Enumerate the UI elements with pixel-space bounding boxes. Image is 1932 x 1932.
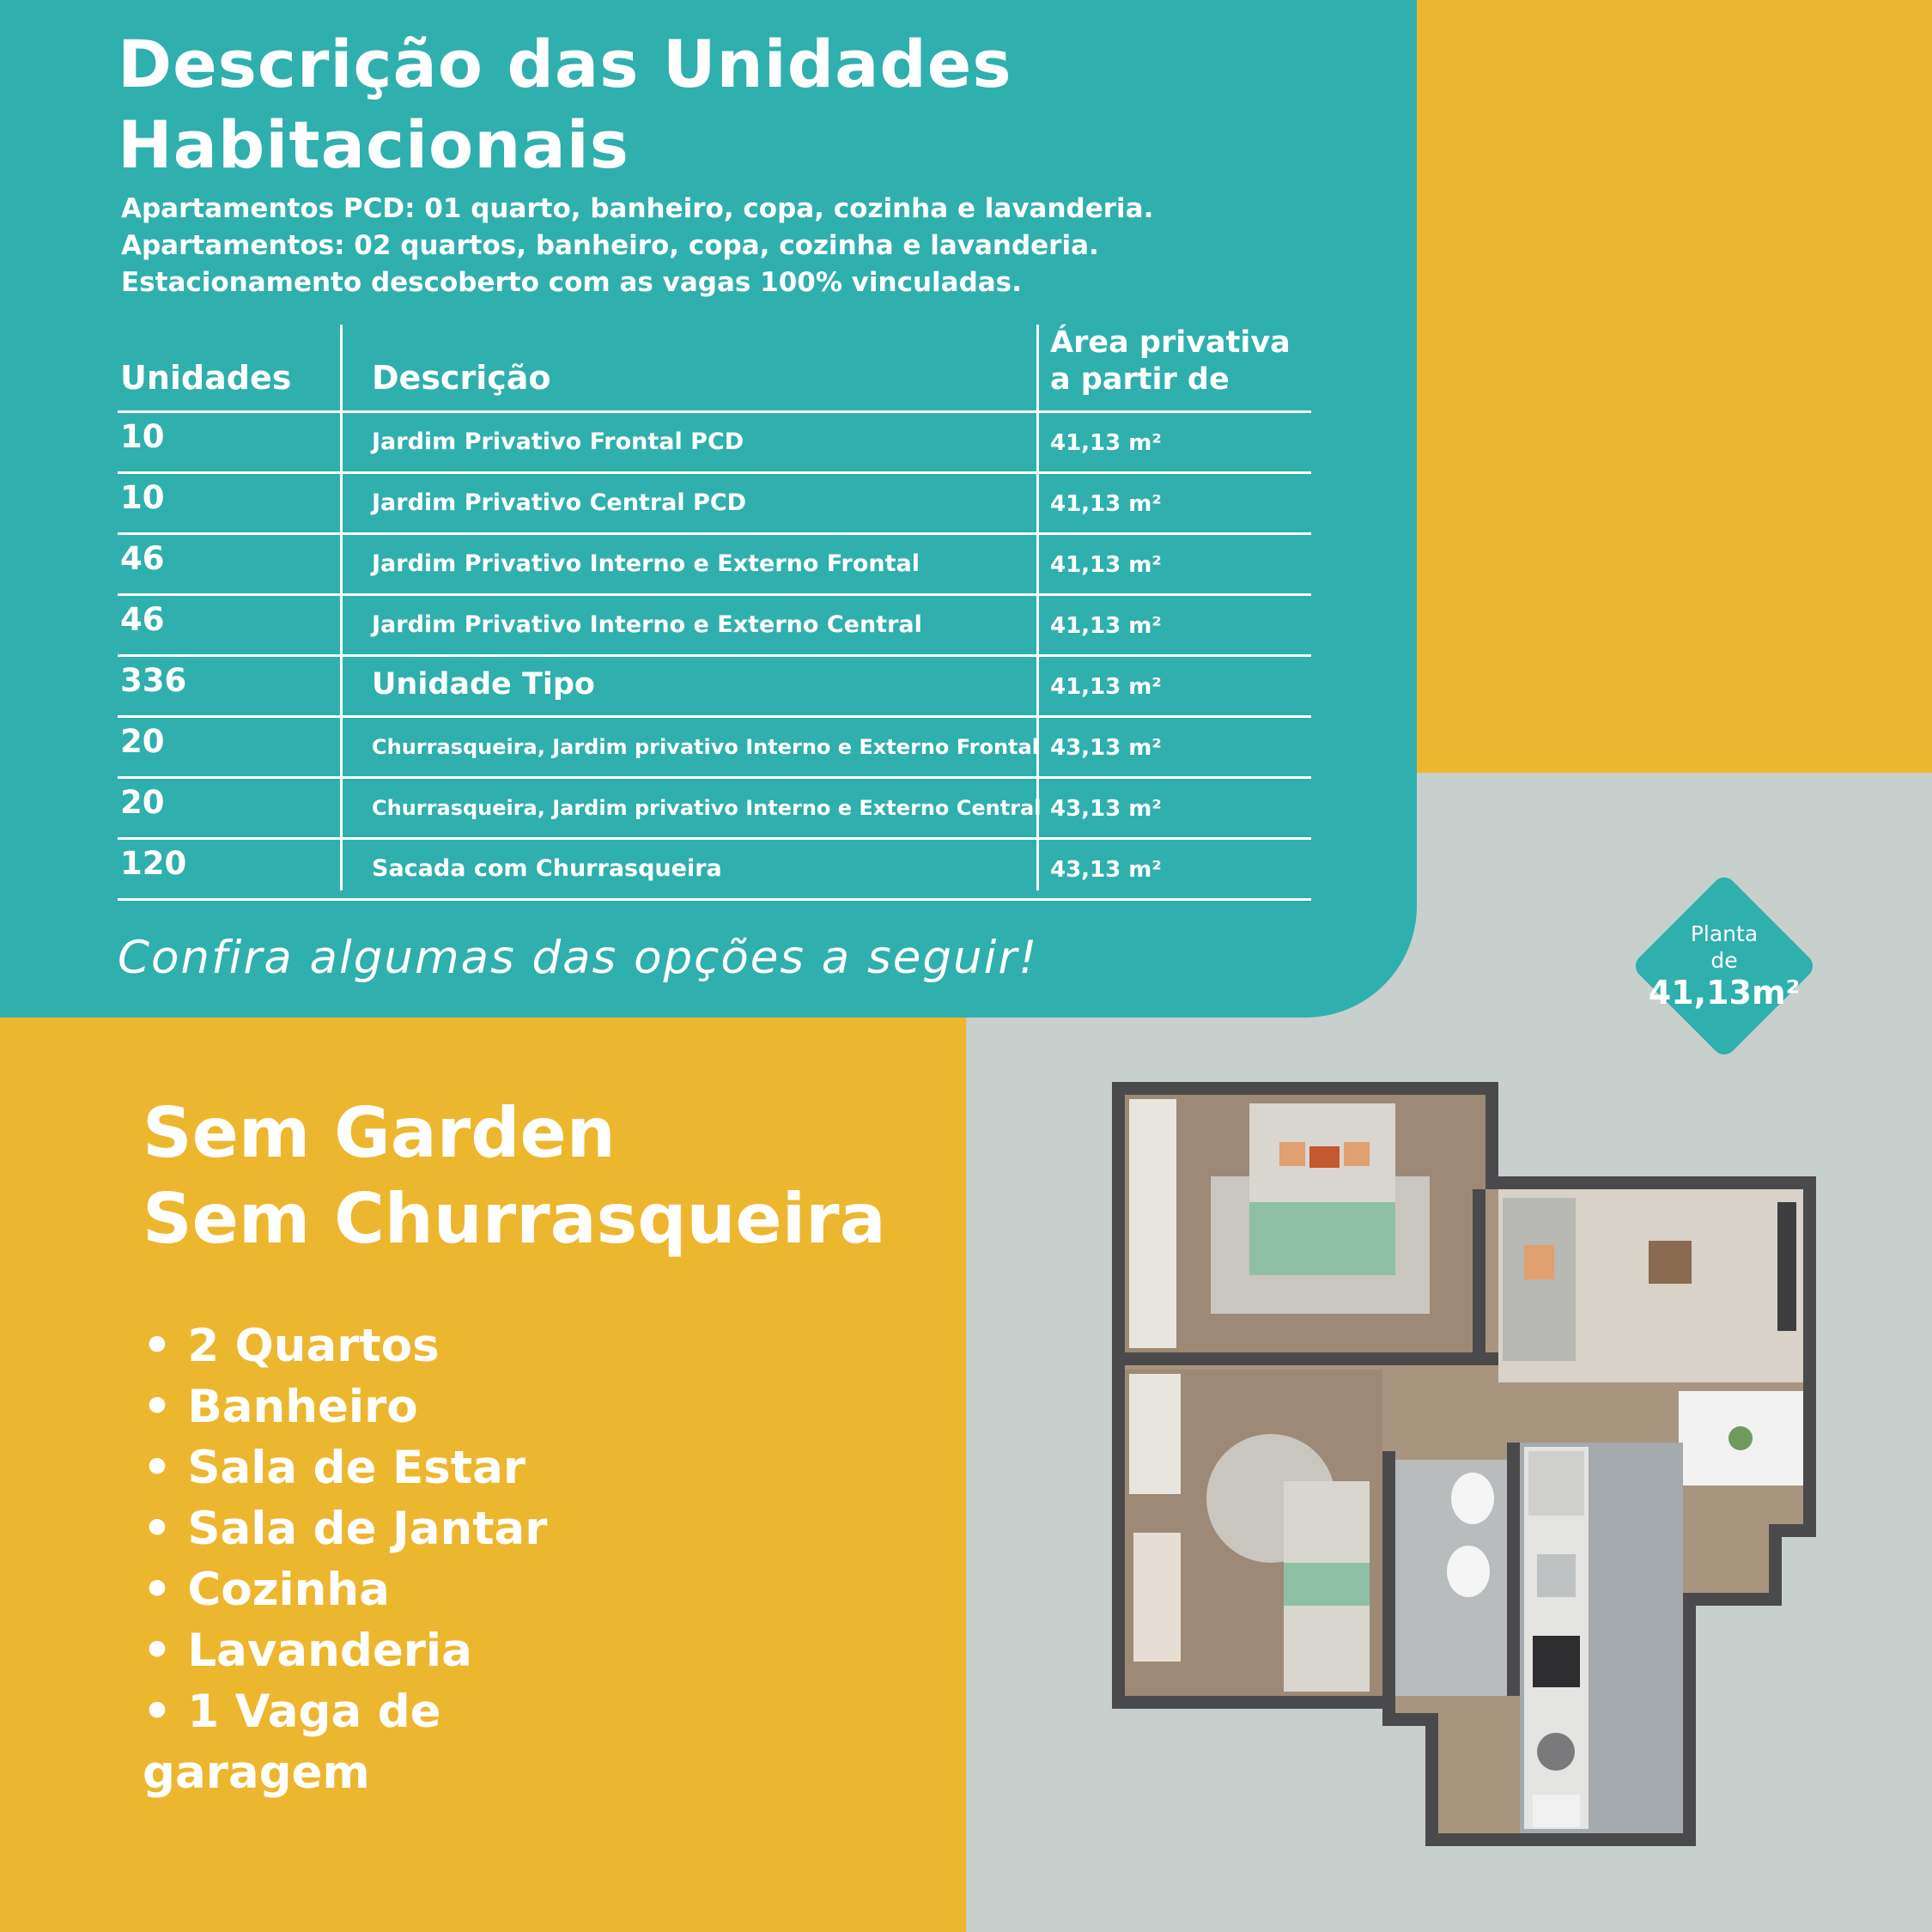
cell-area: 41,13 m² (1050, 613, 1162, 639)
feature-item: • Lavanderia (143, 1625, 472, 1677)
table-row (118, 474, 1311, 535)
intro-text (121, 191, 1153, 301)
cell-area: 41,13 m² (1050, 552, 1162, 578)
table-row (118, 535, 1311, 596)
intro-line-pcd: Apartamentos PCD: 01 quarto, banheiro, copa, cozinha e lavanderia. (121, 193, 1154, 224)
washing-machine (1537, 1733, 1575, 1771)
cell-area: 43,13 m² (1050, 857, 1162, 883)
bedroom-1-pillow-right (1344, 1142, 1370, 1166)
intro-line-apartments: Apartamentos: 02 quartos, banheiro, copa, cozinha e lavanderia. (121, 230, 1099, 261)
interior-wall (1382, 1451, 1395, 1696)
page-title (118, 24, 1012, 185)
cell-area: 43,13 m² (1050, 735, 1162, 761)
feature-item: • Sala de Jantar (143, 1503, 548, 1555)
table-row (118, 718, 1311, 779)
units-table (118, 325, 1311, 901)
options-call-to-action: Confira algumas das opções a seguir! (118, 932, 1039, 984)
plan-size-badge (1634, 876, 1814, 1056)
table-header-row (118, 325, 1311, 413)
floor-plan-illustration (1103, 1073, 1825, 1872)
variant-title-line-1: Sem Garden (143, 1093, 616, 1173)
tv-unit (1777, 1202, 1796, 1331)
badge-line-1: Planta (1690, 921, 1759, 946)
bedroom-1-blanket (1249, 1202, 1395, 1275)
bathroom-sink (1451, 1473, 1494, 1524)
table-row (118, 840, 1311, 901)
cell-descricao: Jardim Privativo Interno e Externo Frontal (372, 550, 920, 577)
bedroom-2-blanket (1284, 1563, 1370, 1606)
cell-area: 41,13 m² (1050, 491, 1162, 517)
kitchen-sink (1537, 1554, 1576, 1597)
cell-area: 41,13 m² (1050, 674, 1162, 700)
variant-title (143, 1091, 886, 1262)
table-row (118, 779, 1311, 840)
cell-descricao: Unidade Tipo (372, 667, 595, 702)
coffee-table (1649, 1241, 1692, 1284)
cell-unidades: 10 (120, 418, 165, 455)
cell-area: 43,13 m² (1050, 796, 1162, 822)
bedroom-2-wardrobe (1129, 1374, 1181, 1494)
intro-line-parking: Estacionamento descoberto com as vagas 100% vinculadas. (121, 267, 1022, 298)
variant-title-line-2: Sem Churrasqueira (143, 1179, 886, 1259)
bathroom-toilet (1447, 1546, 1490, 1597)
cell-unidades: 20 (120, 784, 165, 821)
table-row (118, 596, 1311, 657)
cell-descricao: Churrasqueira, Jardim privativo Interno e Externo Central (372, 796, 1042, 820)
sofa-cushion (1524, 1245, 1554, 1279)
laundry-sink (1533, 1795, 1580, 1827)
cell-unidades: 10 (120, 479, 165, 516)
feature-item: • Banheiro (143, 1381, 418, 1433)
cooktop (1533, 1636, 1580, 1687)
features-list (143, 1315, 547, 1803)
feature-item: • 1 Vaga de (143, 1686, 441, 1738)
interior-wall (1125, 1352, 1537, 1365)
refrigerator (1528, 1451, 1584, 1516)
cell-area: 41,13 m² (1050, 430, 1162, 456)
bedroom-1-pillow (1309, 1146, 1340, 1168)
badge-text (1649, 920, 1800, 1012)
feature-item: • Cozinha (143, 1564, 390, 1616)
bedroom-2-desk (1133, 1533, 1181, 1662)
table-row (118, 413, 1311, 474)
feature-item: • Sala de Estar (143, 1442, 526, 1494)
cell-unidades: 336 (120, 662, 187, 699)
cell-descricao: Jardim Privativo Frontal PCD (372, 428, 744, 455)
header-area: Área privativa a partir de (1050, 325, 1291, 397)
title-line-1: Descrição das Unidades (118, 26, 1012, 102)
feature-item: • 2 Quartos (143, 1320, 440, 1372)
cell-descricao: Churrasqueira, Jardim privativo Interno e Externo Frontal (372, 735, 1039, 759)
bedroom-1-wardrobe (1129, 1099, 1176, 1348)
table-row (118, 657, 1311, 718)
cell-unidades: 20 (120, 723, 165, 760)
cell-descricao: Sacada com Churrasqueira (372, 855, 722, 882)
header-descricao: Descrição (372, 359, 551, 397)
table-plant (1728, 1426, 1753, 1450)
title-line-2: Habitacionais (118, 106, 629, 183)
cell-descricao: Jardim Privativo Central PCD (372, 489, 747, 516)
header-unidades: Unidades (120, 359, 292, 397)
cell-unidades: 46 (120, 540, 165, 577)
badge-area-value: 41,13m² (1648, 974, 1801, 1012)
badge-line-2: de (1710, 948, 1738, 973)
cell-descricao: Jardim Privativo Interno e Externo Central (372, 611, 922, 638)
cell-unidades: 120 (120, 845, 187, 882)
interior-wall (1507, 1443, 1520, 1696)
units-description-panel (0, 0, 1417, 1018)
bedroom-1-pillow-left (1279, 1142, 1305, 1166)
cell-unidades: 46 (120, 601, 165, 638)
interior-wall (1473, 1189, 1485, 1352)
feature-item: garagem (143, 1747, 370, 1799)
